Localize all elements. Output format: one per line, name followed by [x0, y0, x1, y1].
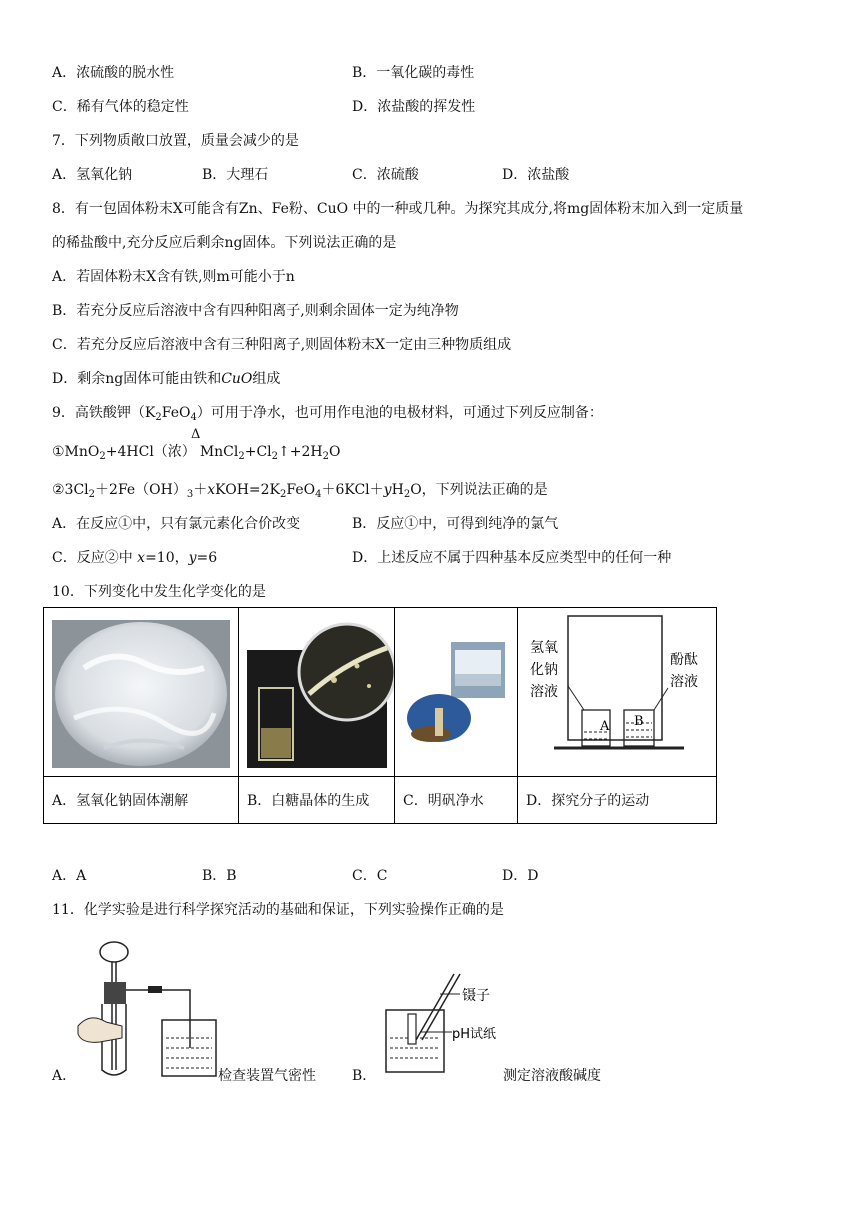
q9-sub: 2	[280, 489, 287, 500]
q9-sub: 2	[322, 451, 329, 462]
right-label-2: 溶液	[670, 674, 698, 690]
q8-option-a: A．若固体粉末X含有铁,则m可能小于n	[52, 269, 295, 285]
r1-part: ①MnO	[52, 444, 100, 460]
q7-option-a: A．氢氧化钠	[52, 167, 133, 183]
q10-answer-d: D．D	[502, 868, 539, 884]
q8-option-d	[52, 369, 280, 389]
r1-part: +Cl	[244, 444, 272, 460]
q9-sub: 2	[155, 412, 162, 423]
r2-part: H	[391, 482, 404, 498]
q9-stem-c: ）可用于净水，也可用作电池的电极材料，可通过下列反应制备：	[196, 405, 603, 421]
q9-option-c	[52, 548, 217, 568]
alum-water-photo	[395, 608, 517, 776]
q6-option-a: A．浓硫酸的脱水性	[52, 65, 175, 81]
q7-option-b: B．大理石	[202, 167, 269, 183]
q10-cell-image-b	[239, 608, 395, 777]
q9-option-b: B．反应①中，可得到纯净的氯气	[352, 516, 559, 532]
q8-d-text-end: 组成	[252, 371, 281, 387]
q10-caption-b: B．白糖晶体的生成	[239, 777, 395, 824]
q9-sub: 2	[403, 489, 411, 500]
left-label-2: 化钠	[530, 662, 558, 678]
q11-option-b-caption: 测定溶液酸碱度	[503, 1068, 601, 1084]
q7-option-c: C．浓硫酸	[352, 167, 419, 183]
q9-option-d: D．上述反应不属于四种基本反应类型中的任何一种	[352, 550, 672, 566]
q9-sub: 4	[190, 412, 197, 423]
q9-c-var: y	[188, 550, 197, 566]
r1-part: MnCl	[199, 444, 239, 460]
q10-cell-image-c	[395, 608, 518, 777]
q9-sub: 2	[88, 489, 96, 500]
left-label-3: 溶液	[530, 684, 558, 700]
ph-paper-label: pH试纸	[452, 1027, 497, 1042]
q6-option-b: B．一氧化碳的毒性	[352, 65, 475, 81]
q8-d-text: D．剩余ng固体可能由铁和	[52, 371, 222, 387]
r1-part: +4HCl（浓）	[105, 444, 196, 460]
right-label-1: 酚酞	[670, 652, 698, 668]
q9-option-a: A．在反应①中，只有氯元素化合价改变	[52, 516, 301, 532]
molecule-motion-diagram	[518, 608, 716, 776]
q8-stem-line1: 8．有一包固体粉末X可能含有Zn、Fe粉、CuO 中的一种或几种。为探究其成分,将mg固体粉末加入到一定质量	[52, 201, 744, 217]
r2-var: y	[383, 482, 392, 498]
r1-part: O	[328, 444, 341, 460]
q9-sub: 2	[271, 451, 279, 462]
q7-stem: 7．下列物质敞口放置，质量会减少的是	[52, 133, 299, 149]
q10-cell-image-d	[518, 608, 717, 777]
q9-sub: 2	[238, 451, 245, 462]
r2-part: ②3Cl	[52, 482, 89, 498]
q10-answer-c: C．C	[352, 868, 388, 884]
q11-option-b-label: B．	[352, 1068, 377, 1084]
q9-reaction-2	[52, 480, 548, 500]
q6-option-c: C．稀有气体的稳定性	[52, 99, 189, 115]
q9-c-text: C．反应②中	[52, 550, 138, 566]
q9-stem	[52, 403, 603, 423]
r2-part: FeO	[286, 482, 316, 498]
r1-part: ↑+2H	[278, 444, 323, 460]
r2-part: O，下列说法正确的是	[410, 482, 548, 498]
q9-sub: 3	[186, 489, 194, 500]
q8-d-formula: CuO	[221, 371, 253, 387]
heat-symbol: Δ	[191, 427, 201, 442]
q9-stem-a: 9．高铁酸钾（K	[52, 405, 156, 421]
q10-answer-b: B．B	[202, 868, 237, 884]
tweezers-label: 镊子	[462, 988, 490, 1004]
sodium-hydroxide-photo	[44, 608, 238, 776]
q10-cell-image-a	[44, 608, 239, 777]
ph-measurement-diagram	[380, 970, 510, 1080]
r2-part: ＋2Fe（OH）	[95, 482, 187, 498]
q9-reaction-1	[52, 442, 340, 462]
r2-part: KOH=2K	[215, 482, 281, 498]
q8-stem-line2: 的稀盐酸中,充分反应后剩余ng固体。下列说法正确的是	[52, 235, 397, 251]
q11-stem: 11．化学实验是进行科学探究活动的基础和保证，下列实验操作正确的是	[52, 902, 504, 918]
q6-option-d: D．浓盐酸的挥发性	[352, 99, 476, 115]
q7-option-d: D．浓盐酸	[502, 167, 570, 183]
q9-stem-b: FeO	[161, 405, 191, 421]
q10-answer-a: A．A	[52, 868, 87, 884]
q11-option-a-label: A．	[52, 1068, 77, 1084]
airtightness-apparatus-diagram	[70, 930, 220, 1080]
q10-caption-d: D．探究分子的运动	[518, 777, 717, 824]
q9-c-text: =6	[196, 550, 218, 566]
q11-option-a-caption: 检查装置气密性	[218, 1068, 316, 1084]
q9-sub: 4	[315, 489, 322, 500]
beaker-a-label: A	[600, 719, 610, 734]
q9-c-text: =10，	[145, 550, 189, 566]
sugar-crystal-photo	[239, 608, 394, 776]
q9-c-var: x	[137, 550, 146, 566]
q10-caption-c: C．明矾净水	[395, 777, 518, 824]
r2-part: ＋6KCl＋	[321, 482, 384, 498]
r2-part: ＋	[193, 482, 208, 498]
q9-sub: 2	[99, 451, 106, 462]
q8-option-c: C．若充分反应后溶液中含有三种阳离子,则固体粉末X一定由三种物质组成	[52, 337, 512, 353]
q10-image-table	[43, 607, 717, 824]
beaker-b-label: B	[634, 714, 644, 729]
q10-stem: 10．下列变化中发生化学变化的是	[52, 584, 266, 600]
left-label-1: 氢氧	[530, 640, 558, 656]
q10-caption-a: A．氢氧化钠固体潮解	[44, 777, 239, 824]
r2-var: x	[207, 482, 216, 498]
q8-option-b: B．若充分反应后溶液中含有四种阳离子,则剩余固体一定为纯净物	[52, 303, 459, 319]
